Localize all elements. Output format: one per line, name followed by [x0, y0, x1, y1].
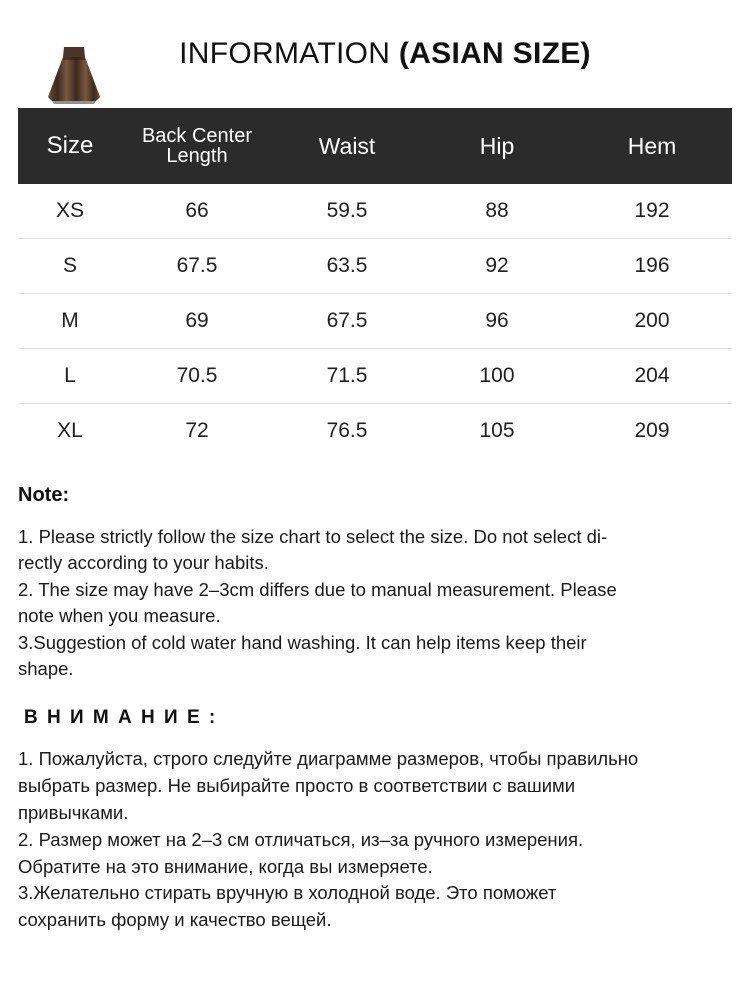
cell-hem: 192	[572, 184, 732, 239]
cell-size: S	[18, 239, 122, 294]
cell-hem: 209	[634, 419, 670, 442]
page-title-light: INFORMATION	[179, 37, 399, 70]
cell-back-center-length: 72	[185, 419, 209, 442]
column-header-bcl-line2: Length	[166, 145, 228, 167]
note-line-3b: shape.	[18, 658, 74, 680]
note-ru-line-2b: Обратите на это внимание, когда вы измеряете.	[18, 855, 433, 877]
cell-hem: 200	[572, 294, 732, 349]
note-line-2a: 2. The size may have 2–3cm differs due to manual measurement. Please	[18, 578, 617, 600]
note-line-1b: rectly according to your habits.	[18, 552, 269, 574]
cell-size: M	[18, 294, 122, 349]
note-line-3a: 3.Suggestion of cold water hand washing. It can help items keep their	[18, 631, 587, 653]
cell-hip: 105	[479, 419, 515, 442]
size-chart-table	[18, 108, 732, 458]
note-ru-line-3a: 3.Желательно стирать вручную в холодной воде. Это поможет	[18, 882, 557, 904]
cell-back-center-length: 66	[122, 184, 272, 239]
table-row	[18, 184, 732, 239]
column-header-bcl-line1: Back Center	[141, 125, 253, 147]
cell-size: XS	[18, 184, 122, 239]
cell-hip: 100	[422, 349, 572, 404]
cell-waist: 59.5	[272, 184, 422, 239]
page-header	[0, 0, 750, 108]
cell-back-center-length: 70.5	[122, 349, 272, 404]
cell-hip: 96	[422, 294, 572, 349]
table-body	[18, 184, 732, 458]
cell-waist: 71.5	[272, 349, 422, 404]
table-head	[18, 108, 732, 184]
note-line-2b: note when you measure.	[18, 605, 221, 627]
cell-hip: 88	[422, 184, 572, 239]
note-ru-line-1b: выбрать размер. Не выбирайте просто в соответствии с вашими	[18, 775, 576, 797]
size-table-container	[18, 108, 732, 458]
table-row	[18, 349, 732, 404]
note-ru-line-2a: 2. Размер может на 2–3 см отличаться, из–за ручного измерения.	[18, 828, 584, 850]
table-row	[18, 294, 732, 349]
skirt-icon	[44, 45, 104, 107]
column-header-size: Size	[18, 108, 122, 184]
table-header-row	[18, 108, 732, 184]
page-title	[179, 37, 591, 71]
cell-hip: 92	[422, 239, 572, 294]
note-ru-line-1a: 1. Пожалуйста, строго следуйте диаграмме размеров, чтобы правильно	[18, 748, 639, 770]
cell-hem: 196	[572, 239, 732, 294]
column-header-waist: Waist	[272, 108, 422, 184]
table-row	[18, 239, 732, 294]
notes-heading: Note:	[18, 484, 70, 506]
cell-waist: 63.5	[272, 239, 422, 294]
column-header-hip: Hip	[422, 108, 572, 184]
note-ru-line-1c: привычками.	[18, 802, 129, 823]
table-row	[18, 404, 732, 459]
column-header-hem: Hem	[572, 108, 732, 184]
column-header-back-center-length	[122, 108, 272, 184]
cell-size: XL	[57, 419, 83, 442]
note-ru-line-3b: сохранить форму и качество вещей.	[18, 909, 332, 931]
cell-waist: 76.5	[326, 419, 368, 442]
cell-back-center-length: 67.5	[122, 239, 272, 294]
cell-size: L	[18, 349, 122, 404]
cell-back-center-length: 69	[122, 294, 272, 349]
notes-section	[18, 484, 732, 933]
notes-heading-ru: В Н И М А Н И Е :	[24, 707, 218, 729]
cell-hem: 204	[572, 349, 732, 404]
page-title-bold: (ASIAN SIZE)	[398, 37, 591, 70]
note-line-1a: 1. Please strictly follow the size chart to select the size. Do not select di-	[18, 526, 608, 547]
cell-waist: 67.5	[272, 294, 422, 349]
